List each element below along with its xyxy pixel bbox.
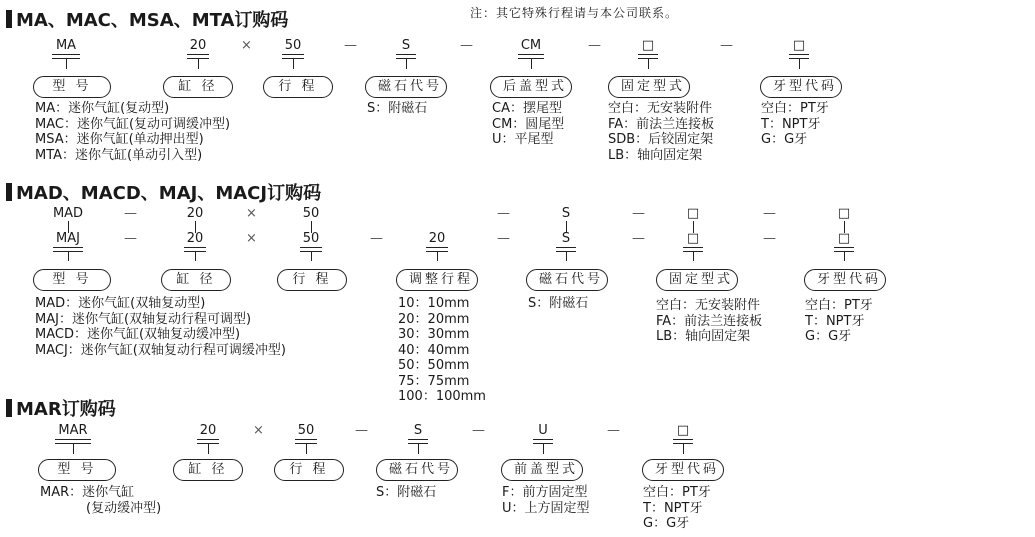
code-mount: □	[678, 231, 708, 261]
section-marker-icon	[6, 10, 12, 28]
dash-separator: —	[344, 38, 357, 53]
section-title-text: MAR订购码	[16, 399, 116, 420]
dash-separator: —	[763, 206, 776, 221]
code-model: MAJ	[46, 231, 90, 261]
label-model: 型 号	[38, 459, 116, 481]
desc-model: MA：迷你气缸(复动型) MAC：迷你气缸(复动可调缓冲型) MSA：迷你气缸(单动押出型) MTA：迷你气缸(单动引入型)	[35, 101, 231, 163]
dash-separator: —	[632, 231, 645, 246]
code-stroke: 50	[278, 38, 308, 69]
label-magnet: 磁石代号	[526, 269, 608, 291]
label-model: 型 号	[33, 76, 111, 98]
desc-model: MAD：迷你气缸(双轴复动型) MAJ：迷你气缸(双轴复动行程可调型) MACD：迷你气缸(双轴复动缓冲型) MACJ：迷你气缸(双轴复动行程可调缓冲型)	[35, 296, 286, 358]
label-thread: 牙型代码	[642, 459, 724, 481]
label-stroke: 行 程	[274, 459, 344, 481]
code-model: MAR	[51, 423, 95, 454]
dash-separator: —	[497, 231, 510, 246]
code-magnet: S	[391, 38, 421, 69]
code-bore: 20	[183, 38, 213, 69]
code-bore-alt: 20	[180, 206, 210, 233]
code-bore: 20	[193, 423, 223, 454]
desc-adjust-stroke: 10：10mm 20：20mm 30：30mm 40：40mm 50：50mm 75：75mm 100：100mm	[398, 296, 486, 404]
label-stroke: 行 程	[277, 269, 347, 291]
code-magnet-alt: S	[551, 206, 581, 233]
code-mount: □	[633, 38, 663, 69]
label-adjust-stroke: 调整行程	[396, 269, 478, 291]
code-magnet: S	[551, 231, 581, 261]
dash-separator: —	[124, 206, 137, 221]
desc-rear-cover: CA：摆尾型 CM：圆尾型 U：平尾型	[492, 101, 565, 147]
code-thread: □	[668, 423, 698, 454]
times-separator: ×	[253, 423, 264, 438]
desc-thread: 空白：PT牙 T：NPT牙 G：G牙	[805, 298, 873, 344]
code-mount-alt: □	[678, 206, 708, 233]
dash-separator: —	[472, 423, 485, 438]
dash-separator: —	[460, 38, 473, 53]
code-magnet: S	[403, 423, 433, 454]
section-title-ma	[6, 6, 288, 32]
label-bore: 缸 径	[173, 459, 243, 481]
dash-separator: —	[124, 231, 137, 246]
section-title-text: MA、MAC、MSA、MTA订购码	[16, 10, 289, 31]
desc-thread: 空白：PT牙 T：NPT牙 G：G牙	[761, 101, 829, 147]
label-mount: 固定型式	[608, 76, 690, 98]
dash-separator: —	[763, 231, 776, 246]
label-bore: 缸 径	[161, 269, 231, 291]
label-magnet: 磁石代号	[376, 459, 458, 481]
section-title-mar	[6, 395, 116, 421]
code-front-cover: U	[528, 423, 558, 454]
label-model: 型 号	[33, 269, 111, 291]
desc-model: MAR：迷你气缸 (复动缓冲型)	[40, 485, 162, 516]
code-thread-alt: □	[829, 206, 859, 233]
code-thread: □	[784, 38, 814, 69]
section-marker-icon	[6, 183, 12, 201]
section-marker-icon	[6, 399, 12, 417]
times-separator: ×	[246, 206, 257, 221]
code-rear-cover: CM	[514, 38, 548, 69]
desc-thread: 空白：PT牙 T：NPT牙 G：G牙	[643, 485, 711, 531]
dash-separator: —	[355, 423, 368, 438]
label-bore: 缸 径	[163, 76, 233, 98]
code-stroke-alt: 50	[296, 206, 326, 233]
code-thread: □	[829, 231, 859, 261]
desc-magnet: S：附磁石	[376, 485, 437, 500]
code-bore: 20	[180, 231, 210, 261]
times-separator: ×	[246, 231, 257, 246]
dash-separator: —	[607, 423, 620, 438]
code-adjust-stroke: 20	[422, 231, 452, 261]
dash-separator: —	[632, 206, 645, 221]
section-title-text: MAD、MACD、MAJ、MACJ订购码	[16, 183, 322, 204]
code-model: MA	[46, 38, 86, 69]
code-stroke: 50	[296, 231, 326, 261]
desc-magnet: S：附磁石	[528, 296, 589, 311]
code-model-alt: MAD	[46, 206, 90, 233]
desc-front-cover: F：前方固定型 U：上方固定型	[502, 485, 590, 516]
label-stroke: 行 程	[263, 76, 333, 98]
label-thread: 牙型代码	[760, 76, 842, 98]
special-stroke-note: 注：其它特殊行程请与本公司联系。	[470, 6, 679, 20]
section-title-mad	[6, 179, 321, 205]
code-stroke: 50	[291, 423, 321, 454]
desc-mount: 空白：无安装附件 FA：前法兰连接板 LB：轴向固定架	[656, 298, 763, 344]
desc-mount: 空白：无安装附件 FA：前法兰连接板 SDB：后铰固定架 LB：轴向固定架	[608, 101, 715, 163]
dash-separator: —	[588, 38, 601, 53]
dash-separator: —	[497, 206, 510, 221]
dash-separator: —	[370, 231, 383, 246]
times-separator: ×	[241, 38, 252, 53]
label-magnet: 磁石代号	[365, 76, 447, 98]
dash-separator: —	[720, 38, 733, 53]
label-thread: 牙型代码	[804, 269, 886, 291]
label-mount: 固定型式	[656, 269, 738, 291]
label-front-cover: 前盖型式	[501, 459, 583, 481]
label-rear-cover: 后盖型式	[490, 76, 572, 98]
desc-magnet: S：附磁石	[367, 101, 428, 116]
